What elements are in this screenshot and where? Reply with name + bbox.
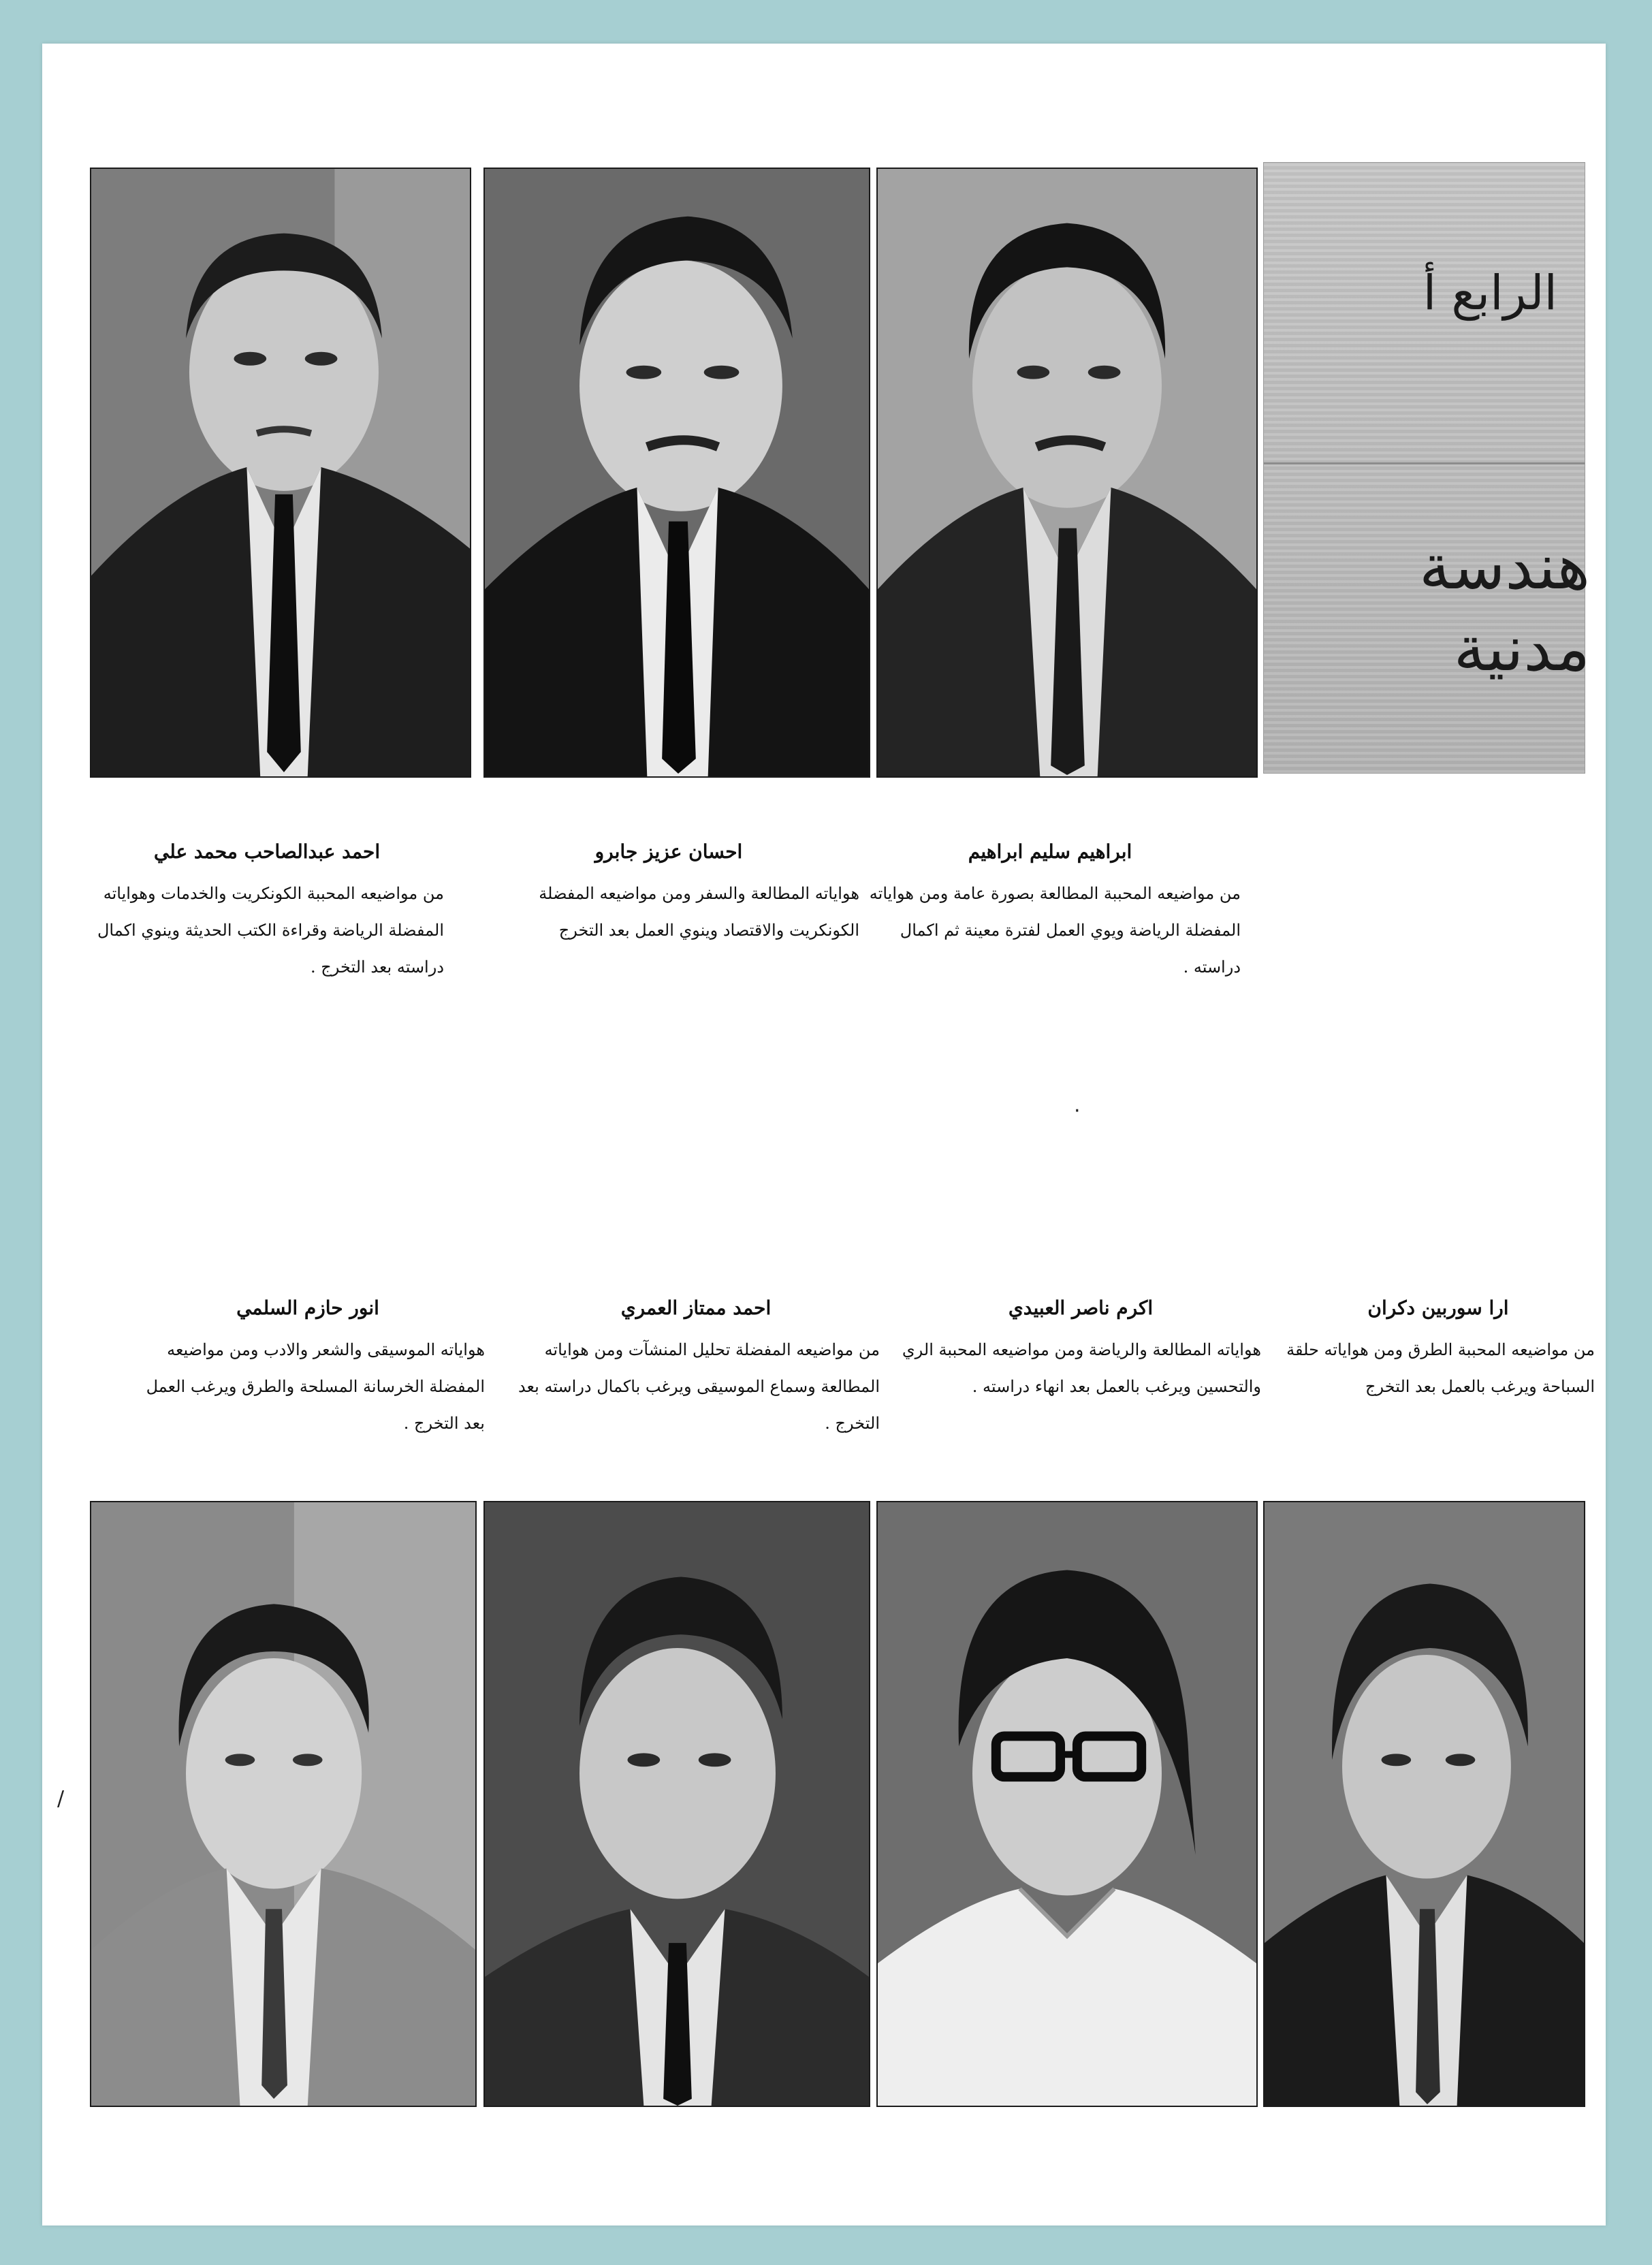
student-description: هواياته الموسيقى والشعر والادب ومن مواضيعه المفضلة الخرسانة المسلحة والطرق ويرغب العمل بعد التخرج . [146, 1340, 485, 1433]
department-label-line-1: هندسة [1419, 530, 1590, 603]
student-name: احمد عبدالصاحب محمد علي [153, 840, 381, 863]
student-name: احمد ممتاز العمري [620, 1297, 772, 1319]
student-name: ابراهيم سليم ابراهيم [968, 840, 1132, 863]
student-name: احسان عزيز جابرو [594, 840, 743, 863]
class-label: الرابع أ [1423, 265, 1557, 321]
portrait-photo-anwar-salmi [90, 1501, 477, 2107]
class-title-panel [1263, 162, 1590, 774]
portrait-photo-ahmed-omari [483, 1501, 870, 2107]
caption-ihsan-jabro [478, 840, 859, 949]
student-name: اكرم ناصر العبيدي [1008, 1297, 1154, 1319]
portrait-photo-ahmed-abdulsahib [90, 168, 471, 778]
stray-mark: / [57, 1787, 65, 1811]
student-name: انور حازم السلمي [236, 1297, 379, 1319]
portrait-photo-ara-dikran [1263, 1501, 1585, 2107]
student-description: من مواضيعه المحببة الكونكريت والخدمات وهواياته المفضلة الرياضة وقراءة الكتب الحديثة وينوي اكمال دراسته بعد التخرج . [97, 884, 444, 977]
caption-anwar-salmi [131, 1297, 485, 1442]
stray-mark: · [1074, 1099, 1081, 1123]
department-label-line-2: مدنية [1453, 612, 1590, 685]
student-description: هواياته المطالعة والسفر ومن مواضيعه المفضلة الكونكريت والاقتصاد وينوي العمل بعد التخرج [539, 884, 859, 940]
student-description: من مواضيعه المحببة المطالعة بصورة عامة ومن هواياته المفضلة الرياضة ويوي العمل لفترة معينة ثم اكمال دراسته . [869, 884, 1241, 977]
caption-ibrahim-saleem [859, 840, 1241, 985]
portrait-photo-akram-obaidi [876, 1501, 1258, 2107]
portrait-photo-ibrahim-saleem [876, 168, 1258, 778]
student-description: من مواضيعه المحببة الطرق ومن هواياته حلقة السباحة ويرغب بالعمل بعد التخرج [1286, 1340, 1595, 1396]
student-name: ارا سوربين دكران [1367, 1297, 1509, 1319]
panel-divider [1264, 462, 1585, 464]
portrait-photo-ihsan-jabro [483, 168, 870, 778]
caption-ara-dikran [1282, 1297, 1595, 1405]
student-description: هواياته المطالعة والرياضة ومن مواضيعه المحببة الري والتحسين ويرغب بالعمل بعد انهاء دراسته . [902, 1340, 1261, 1396]
yearbook-page [42, 44, 1606, 2226]
caption-akram-obaidi [900, 1297, 1261, 1405]
caption-ahmed-abdulsahib [90, 840, 444, 985]
student-description: من مواضيعه المفضلة تحليل المنشآت ومن هواياته المطالعة وسماع الموسيقى ويرغب باكمال دراسته بعد التخرج . [518, 1340, 880, 1433]
caption-ahmed-omari [512, 1297, 880, 1442]
